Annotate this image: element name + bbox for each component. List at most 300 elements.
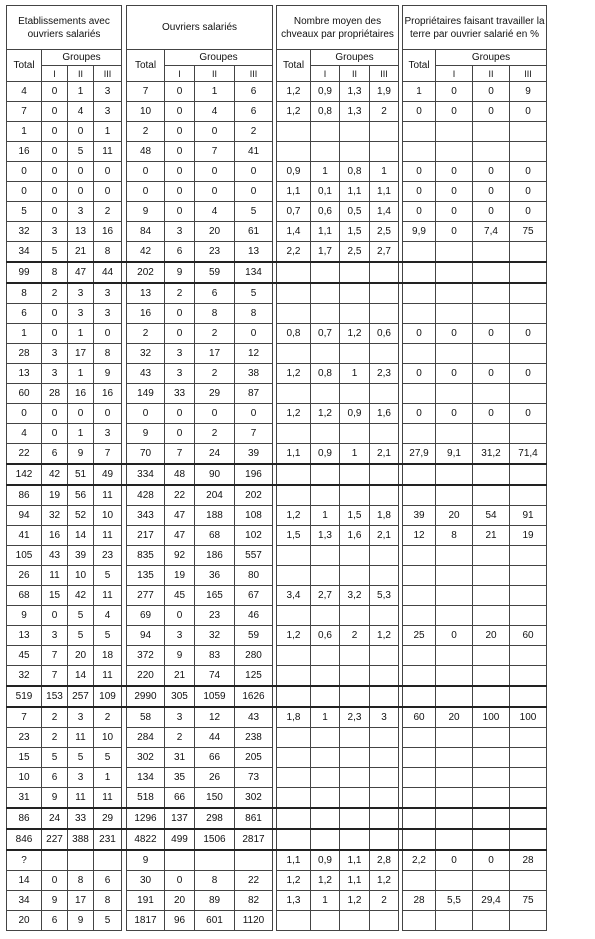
table-cell	[370, 464, 399, 485]
table-cell: 1,1	[277, 850, 311, 871]
table-cell: 96	[165, 911, 195, 931]
table-cell: 0	[473, 202, 510, 222]
table-cell: 0,6	[311, 202, 340, 222]
table-cell: 1,1	[277, 444, 311, 465]
table-cell: 302	[127, 748, 165, 768]
table-cell	[311, 808, 340, 829]
table-cell: 59	[195, 262, 235, 283]
table-cell: 1,1	[340, 871, 370, 891]
table-cell: 17	[68, 344, 94, 364]
table-cell	[510, 142, 547, 162]
table-cell: 75	[510, 891, 547, 911]
table-cell	[340, 911, 370, 931]
table-cell: 0	[510, 324, 547, 344]
table-cell: 82	[235, 891, 273, 911]
table-cell: 0,9	[311, 444, 340, 465]
table-cell: 94	[7, 506, 42, 526]
table-cell	[473, 768, 510, 788]
table-cell	[473, 283, 510, 304]
table-cell	[510, 768, 547, 788]
table-cell: 149	[127, 384, 165, 404]
table-cell: 0	[165, 102, 195, 122]
table-cell: 3	[94, 82, 122, 102]
table-cell: 231	[94, 829, 122, 850]
table-cell: 0	[7, 182, 42, 202]
table-cell	[311, 646, 340, 666]
table-cell: 84	[127, 222, 165, 242]
table-cell	[370, 748, 399, 768]
table-cell: ?	[7, 850, 42, 871]
table-cell	[370, 283, 399, 304]
table-cell: 153	[42, 686, 68, 707]
table-cell	[311, 283, 340, 304]
table-cell: 519	[7, 686, 42, 707]
table-cell: 238	[235, 728, 273, 748]
table-cell: 1,5	[277, 526, 311, 546]
table-cell: 2,8	[370, 850, 399, 871]
table-cell	[340, 262, 370, 283]
table-row	[7, 728, 547, 748]
table-cell	[436, 768, 473, 788]
table-cell: 0	[42, 606, 68, 626]
table-cell: 34	[7, 242, 42, 263]
table-cell	[403, 566, 436, 586]
table-cell: 70	[127, 444, 165, 465]
table-cell	[473, 686, 510, 707]
table-cell: 16	[94, 384, 122, 404]
table-row	[7, 788, 547, 809]
table-cell: 22	[165, 485, 195, 506]
table-cell: 9	[127, 850, 165, 871]
table-cell: 7	[165, 444, 195, 465]
table-cell	[473, 871, 510, 891]
table-cell	[311, 686, 340, 707]
table-cell: 66	[165, 788, 195, 809]
table-cell	[473, 586, 510, 606]
table-cell	[235, 850, 273, 871]
table-cell: 0	[235, 162, 273, 182]
table-cell	[311, 546, 340, 566]
table-cell: 12	[403, 526, 436, 546]
table-cell: 4	[7, 424, 42, 444]
table-cell: 19	[510, 526, 547, 546]
table-cell: 11	[68, 788, 94, 809]
table-cell: 9	[127, 424, 165, 444]
table-cell	[403, 384, 436, 404]
table-cell: 20	[7, 911, 42, 931]
table-cell: 0	[473, 404, 510, 424]
table-body	[7, 82, 547, 931]
table-cell: 1	[68, 82, 94, 102]
table-cell: 16	[7, 142, 42, 162]
table-cell: 7	[7, 707, 42, 728]
table-cell: 16	[127, 304, 165, 324]
table-cell: 5,5	[436, 891, 473, 911]
table-cell: 11	[94, 666, 122, 687]
table-cell	[473, 788, 510, 809]
table-total-row	[7, 808, 547, 829]
table-cell	[277, 344, 311, 364]
table-cell: 846	[7, 829, 42, 850]
table-cell: 2	[127, 324, 165, 344]
table-cell: 83	[195, 646, 235, 666]
table-cell: 32	[7, 222, 42, 242]
table-row	[7, 666, 547, 687]
table-cell: 5	[42, 242, 68, 263]
table-cell	[311, 304, 340, 324]
table-cell: 102	[235, 526, 273, 546]
table-cell: 0	[42, 304, 68, 324]
table-cell: 45	[7, 646, 42, 666]
table-cell: 1	[340, 444, 370, 465]
group-label-ii: II	[68, 66, 94, 82]
table-cell: 0	[94, 324, 122, 344]
table-cell: 0	[403, 102, 436, 122]
table-cell: 428	[127, 485, 165, 506]
table-cell	[510, 808, 547, 829]
table-cell	[510, 242, 547, 263]
table-cell: 0	[403, 404, 436, 424]
table-cell	[403, 464, 436, 485]
table-cell	[436, 666, 473, 687]
table-cell: 1506	[195, 829, 235, 850]
table-cell	[370, 485, 399, 506]
table-cell	[403, 122, 436, 142]
table-cell: 0	[403, 202, 436, 222]
table-cell	[473, 485, 510, 506]
table-cell: 0,7	[311, 324, 340, 344]
table-cell: 1	[370, 162, 399, 182]
table-cell	[370, 768, 399, 788]
table-cell: 4822	[127, 829, 165, 850]
table-cell: 0	[403, 364, 436, 384]
table-cell: 21	[68, 242, 94, 263]
table-cell	[473, 262, 510, 283]
table-cell	[436, 788, 473, 809]
table-cell	[277, 546, 311, 566]
table-cell: 3	[165, 626, 195, 646]
table-cell: 0	[510, 182, 547, 202]
table-cell	[403, 871, 436, 891]
table-cell: 7,4	[473, 222, 510, 242]
table-cell: 21	[473, 526, 510, 546]
table-cell: 0	[42, 404, 68, 424]
table-cell	[436, 464, 473, 485]
table-cell	[277, 646, 311, 666]
table-cell: 0	[42, 202, 68, 222]
table-cell	[94, 850, 122, 871]
table-cell: 165	[195, 586, 235, 606]
table-cell: 10	[94, 728, 122, 748]
table-cell	[340, 424, 370, 444]
table-cell: 5	[68, 142, 94, 162]
table-cell: 202	[127, 262, 165, 283]
table-cell: 12	[195, 707, 235, 728]
table-cell: 0	[42, 122, 68, 142]
table-cell: 2,2	[277, 242, 311, 263]
table-cell	[311, 748, 340, 768]
table-cell: 3	[94, 102, 122, 122]
table-cell: 32	[195, 626, 235, 646]
table-cell	[277, 142, 311, 162]
table-row	[7, 526, 547, 546]
table-cell: 11	[94, 485, 122, 506]
table-cell	[370, 829, 399, 850]
table-cell: 13	[68, 222, 94, 242]
table-cell	[436, 262, 473, 283]
table-cell	[340, 748, 370, 768]
table-cell: 3	[165, 364, 195, 384]
table-cell: 3	[42, 344, 68, 364]
table-cell: 16	[68, 384, 94, 404]
table-cell	[510, 485, 547, 506]
table-cell	[510, 122, 547, 142]
table-cell: 0,8	[277, 324, 311, 344]
table-cell	[277, 728, 311, 748]
table-cell: 0	[94, 162, 122, 182]
table-cell: 9	[165, 646, 195, 666]
table-cell: 1120	[235, 911, 273, 931]
table-cell	[473, 424, 510, 444]
table-cell: 137	[165, 808, 195, 829]
table-cell: 1	[311, 891, 340, 911]
table-cell	[340, 728, 370, 748]
table-cell	[403, 728, 436, 748]
table-cell: 28	[510, 850, 547, 871]
table-cell: 13	[7, 626, 42, 646]
table-cell: 0	[473, 324, 510, 344]
table-cell: 9	[68, 911, 94, 931]
table-cell: 0	[436, 222, 473, 242]
table-cell	[277, 424, 311, 444]
table-cell	[277, 384, 311, 404]
table-cell	[436, 808, 473, 829]
table-cell: 3	[165, 344, 195, 364]
table-cell: 388	[68, 829, 94, 850]
table-cell	[403, 606, 436, 626]
table-cell: 56	[68, 485, 94, 506]
table-cell: 1	[94, 768, 122, 788]
table-cell: 0,9	[311, 82, 340, 102]
table-cell: 372	[127, 646, 165, 666]
section-title-ouvriers: Ouvriers salariés	[127, 6, 273, 50]
table-cell: 108	[235, 506, 273, 526]
table-cell	[473, 242, 510, 263]
table-cell: 28	[7, 344, 42, 364]
table-cell: 17	[68, 891, 94, 911]
table-cell: 5	[68, 606, 94, 626]
table-cell: 2	[195, 324, 235, 344]
table-cell	[436, 304, 473, 324]
table-cell: 2	[94, 202, 122, 222]
table-cell	[436, 242, 473, 263]
table-cell: 60	[510, 626, 547, 646]
table-cell: 5	[94, 748, 122, 768]
table-cell	[277, 829, 311, 850]
table-cell	[473, 606, 510, 626]
table-cell: 3	[42, 364, 68, 384]
table-cell: 7	[42, 646, 68, 666]
table-cell: 17	[195, 344, 235, 364]
table-cell: 0	[473, 364, 510, 384]
table-row	[7, 202, 547, 222]
table-cell	[510, 686, 547, 707]
table-cell	[340, 788, 370, 809]
table-cell: 20	[436, 506, 473, 526]
table-cell: 1	[311, 506, 340, 526]
table-cell	[340, 142, 370, 162]
table-cell: 1,5	[340, 506, 370, 526]
table-cell: 8	[436, 526, 473, 546]
table-cell	[510, 911, 547, 931]
group-label-iii: III	[94, 66, 122, 82]
table-cell: 41	[7, 526, 42, 546]
table-cell: 202	[235, 485, 273, 506]
table-cell: 0	[195, 122, 235, 142]
table-cell	[311, 666, 340, 687]
table-cell: 0	[510, 162, 547, 182]
table-cell: 0	[436, 324, 473, 344]
table-cell: 0	[510, 404, 547, 424]
table-cell: 3	[370, 707, 399, 728]
table-cell: 0	[436, 82, 473, 102]
table-cell: 0	[235, 404, 273, 424]
table-cell	[510, 262, 547, 283]
table-cell: 14	[7, 871, 42, 891]
table-cell: 0	[68, 404, 94, 424]
table-cell: 835	[127, 546, 165, 566]
table-cell	[277, 788, 311, 809]
table-cell	[370, 566, 399, 586]
table-cell: 0	[510, 364, 547, 384]
table-cell	[311, 424, 340, 444]
table-cell: 0	[165, 404, 195, 424]
group-label-iii: III	[370, 66, 399, 82]
group-label-ii: II	[473, 66, 510, 82]
table-cell	[370, 788, 399, 809]
table-cell: 23	[94, 546, 122, 566]
table-cell: 1	[7, 324, 42, 344]
table-cell: 1,2	[370, 871, 399, 891]
table-cell	[473, 808, 510, 829]
table-cell	[403, 808, 436, 829]
table-row	[7, 222, 547, 242]
table-cell: 0	[42, 324, 68, 344]
table-cell: 3	[68, 768, 94, 788]
table-cell	[340, 344, 370, 364]
group-label-iii: III	[235, 66, 273, 82]
table-cell	[277, 464, 311, 485]
table-cell	[42, 850, 68, 871]
table-cell: 0	[510, 202, 547, 222]
table-cell: 188	[195, 506, 235, 526]
table-cell: 43	[127, 364, 165, 384]
table-cell: 2,7	[311, 586, 340, 606]
table-cell: 105	[7, 546, 42, 566]
table-cell: 87	[235, 384, 273, 404]
table-cell: 9	[94, 364, 122, 384]
table-cell: 34	[7, 891, 42, 911]
table-cell: 0	[165, 122, 195, 142]
total-header: Total	[403, 50, 436, 82]
table-cell: 86	[7, 485, 42, 506]
table-cell	[473, 142, 510, 162]
table-cell: 29,4	[473, 891, 510, 911]
table-cell: 2	[195, 364, 235, 384]
table-cell	[473, 304, 510, 324]
group-label-i: I	[311, 66, 340, 82]
table-cell	[510, 424, 547, 444]
table-cell: 2,5	[370, 222, 399, 242]
table-cell	[340, 829, 370, 850]
table-cell	[277, 666, 311, 687]
table-row	[7, 707, 547, 728]
table-cell	[370, 911, 399, 931]
table-cell: 0	[165, 871, 195, 891]
table-cell: 100	[473, 707, 510, 728]
table-cell: 23	[195, 242, 235, 263]
table-row	[7, 142, 547, 162]
table-cell: 0,1	[311, 182, 340, 202]
table-cell: 9	[68, 444, 94, 465]
table-cell	[436, 586, 473, 606]
group-label-ii: II	[195, 66, 235, 82]
table-cell: 11	[94, 788, 122, 809]
table-cell: 0	[510, 102, 547, 122]
table-cell: 23	[195, 606, 235, 626]
table-row	[7, 102, 547, 122]
table-cell: 2	[42, 707, 68, 728]
table-cell: 8	[94, 242, 122, 263]
table-cell: 499	[165, 829, 195, 850]
group-label-i: I	[42, 66, 68, 82]
table-cell	[370, 262, 399, 283]
table-cell: 8	[68, 871, 94, 891]
table-cell: 0	[195, 404, 235, 424]
table-cell	[510, 666, 547, 687]
table-cell: 1,1	[340, 850, 370, 871]
table-cell: 7	[195, 142, 235, 162]
table-cell	[510, 344, 547, 364]
table-cell	[473, 546, 510, 566]
table-cell: 3	[68, 202, 94, 222]
table-cell: 19	[42, 485, 68, 506]
table-cell: 0	[42, 162, 68, 182]
table-cell: 14	[68, 666, 94, 687]
table-cell: 7	[42, 666, 68, 687]
table-cell: 0	[7, 162, 42, 182]
table-cell: 0	[195, 182, 235, 202]
table-cell	[403, 666, 436, 687]
table-cell: 3	[165, 222, 195, 242]
table-cell: 39	[235, 444, 273, 465]
section-title-chevaux: Nombre moyen des chveaux par propriétaires	[277, 6, 399, 50]
table-cell: 36	[195, 566, 235, 586]
table-cell: 71,4	[510, 444, 547, 465]
section-title-proprietaires: Propriétaires faisant travailler la terre par ouvrier salarié en %	[403, 6, 547, 50]
table-cell: 0	[436, 626, 473, 646]
table-cell: 1,8	[277, 707, 311, 728]
table-cell: 4	[195, 202, 235, 222]
table-cell: 277	[127, 586, 165, 606]
table-cell	[473, 666, 510, 687]
table-cell: 24	[195, 444, 235, 465]
table-cell: 1,3	[340, 102, 370, 122]
table-cell: 3	[94, 283, 122, 304]
table-cell: 2990	[127, 686, 165, 707]
table-cell: 5	[42, 748, 68, 768]
table-cell: 8	[195, 304, 235, 324]
